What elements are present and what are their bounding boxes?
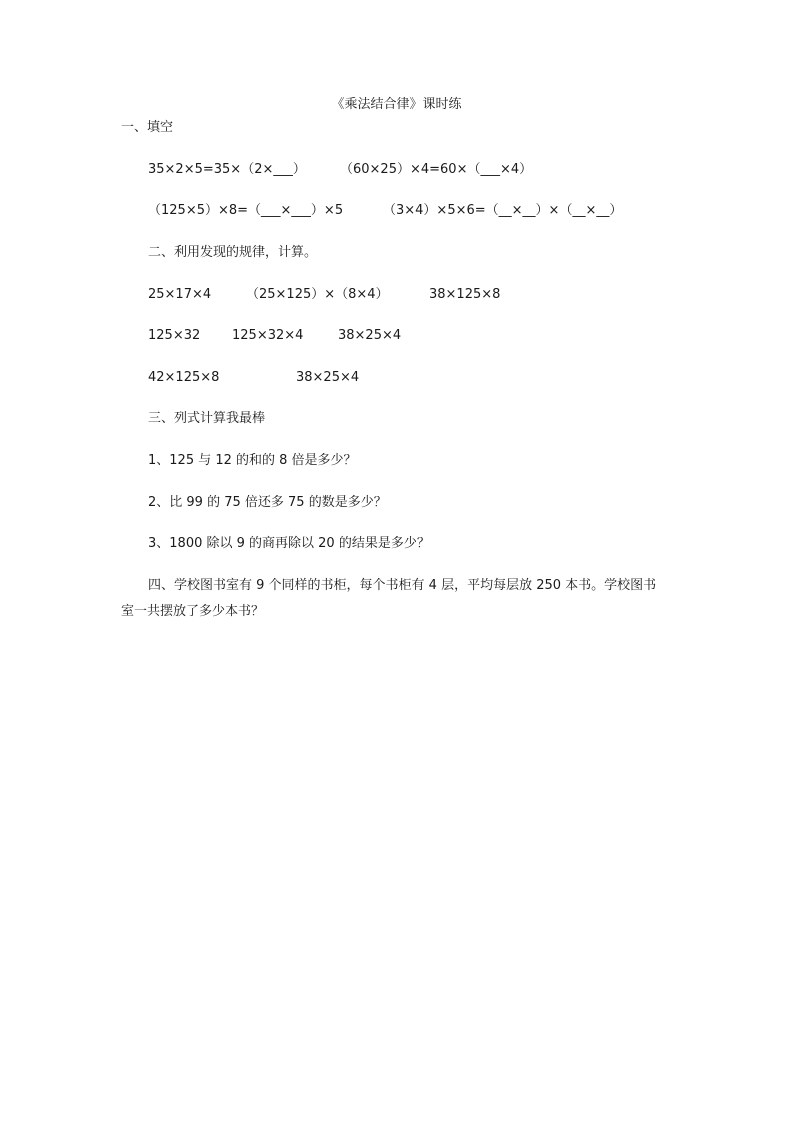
word-problem-2: 2、比 99 的 75 倍还多 75 的数是多少？ [148, 495, 387, 510]
word-problem-1: 1、125 与 12 的和的 8 倍是多少？ [148, 453, 357, 468]
fill-blank-item-3: （125×5）×8=（___×___）×5 [148, 203, 344, 218]
calc-item-3: 38×125×8 [429, 287, 501, 302]
word-problem-3: 3、1800 除以 9 的商再除以 20 的结果是多少？ [148, 536, 430, 551]
fill-blank-item-2: （60×25）×4=60×（___×4） [340, 162, 533, 177]
calc-item-4: 125×32 [148, 328, 201, 343]
section-1-heading: 一、填空 [121, 120, 174, 135]
section-2-heading: 二、利用发现的规律，计算。 [148, 245, 318, 260]
fill-blank-item-4: （3×4）×5×6=（__×__）×（__×__） [383, 203, 623, 218]
calc-item-1: 25×17×4 [148, 287, 212, 302]
calc-item-8: 38×25×4 [296, 370, 360, 385]
section-3-heading: 三、列式计算我最棒 [148, 411, 266, 426]
fill-blank-item-1: 35×2×5=35×（2×___） [148, 162, 306, 177]
document-title: 《乘法结合律》课时练 [331, 97, 462, 112]
section-4-line-1: 四、学校图书室有 9 个同样的书柜，每个书柜有 4 层，平均每层放 250 本书。学校图书 [148, 578, 657, 593]
calc-item-7: 42×125×8 [148, 370, 220, 385]
calc-item-2: （25×125）×（8×4） [246, 287, 389, 302]
calc-item-5: 125×32×4 [232, 328, 304, 343]
calc-item-6: 38×25×4 [338, 328, 402, 343]
section-4-line-2: 室一共摆放了多少本书？ [121, 604, 265, 619]
